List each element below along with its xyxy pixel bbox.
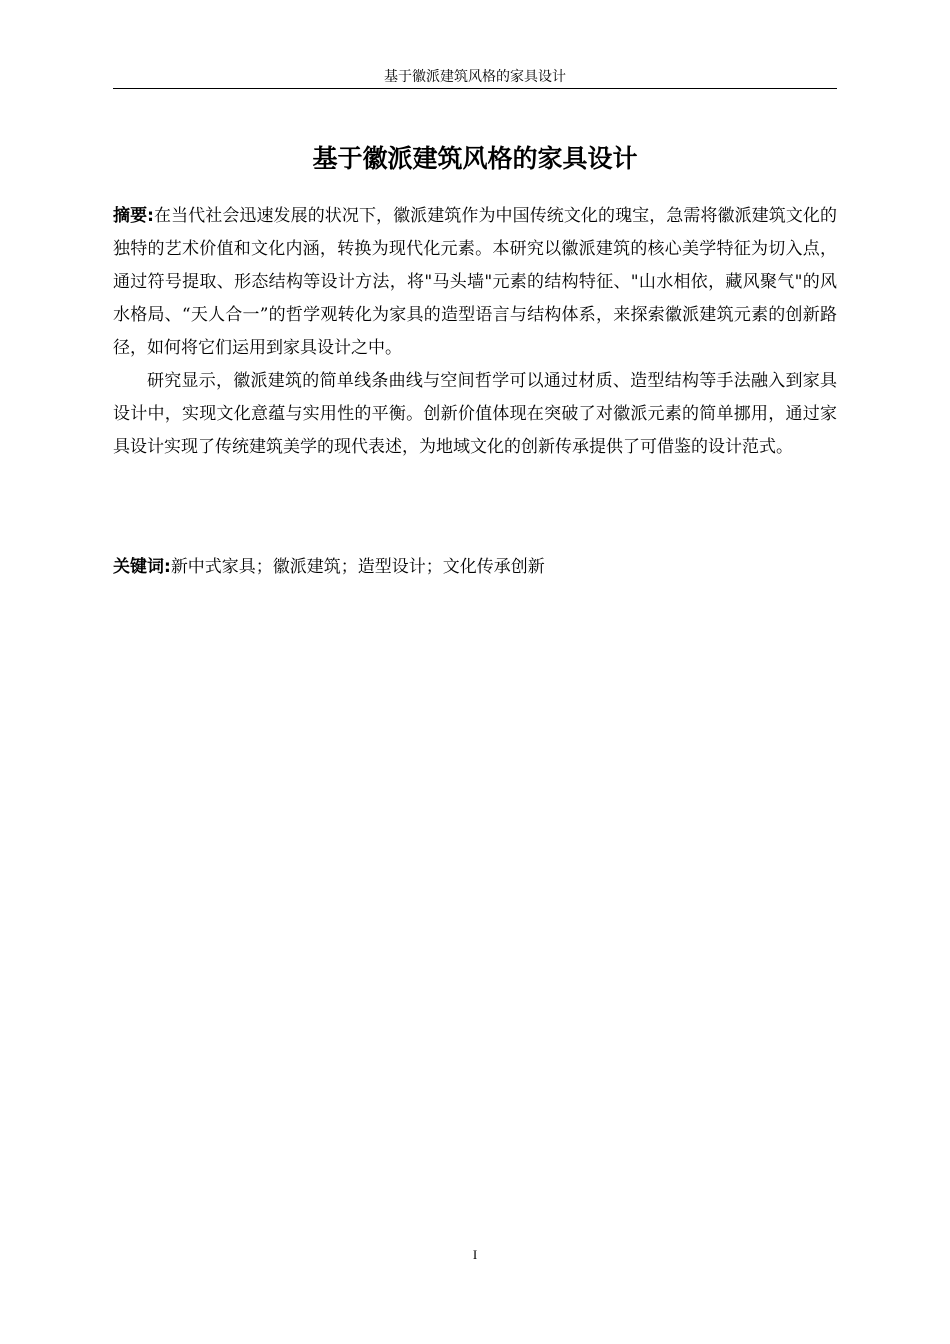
keywords-section [113, 551, 837, 584]
abstract-section [113, 200, 837, 464]
abstract-label: 摘要: [113, 206, 154, 226]
abstract-paragraph-2: 研究显示，徽派建筑的简单线条曲线与空间哲学可以通过材质、造型结构等手法融入到家具设计中，实现文化意蕴与实用性的平衡。创新价值体现在突破了对徽派元素的简单挪用，通过家具设计实现了传统建筑美学的现代表述，为地域文化的创新传承提供了可借鉴的设计范式。 [113, 371, 837, 457]
paper-title: 基于徽派建筑风格的家具设计 [312, 144, 638, 173]
header-divider [113, 88, 837, 89]
page-number: I [472, 1247, 478, 1262]
abstract-text-1: 在当代社会迅速发展的状况下，徽派建筑作为中国传统文化的瑰宝，急需将徽派建筑文化的独特的艺术价值和文化内涵，转换为现代化元素。本研究以徽派建筑的核心美学特征为切入点，通过符号提取、形态结构等设计方法，将"马头墙"元素的结构特征、"山水相依，藏风聚气"的风水格局、“天人合一”的哲学观转化为家具的造型语言与结构体系，来探索徽派建筑元素的创新路径，如何将它们运用到家具设计之中。 [113, 206, 837, 358]
keywords-text: 新中式家具；徽派建筑；造型设计；文化传承创新 [170, 557, 545, 577]
keywords-label: 关键词: [113, 557, 171, 577]
abstract-paragraph-1 [113, 200, 837, 365]
running-header: 基于徽派建筑风格的家具设计 [384, 69, 566, 85]
